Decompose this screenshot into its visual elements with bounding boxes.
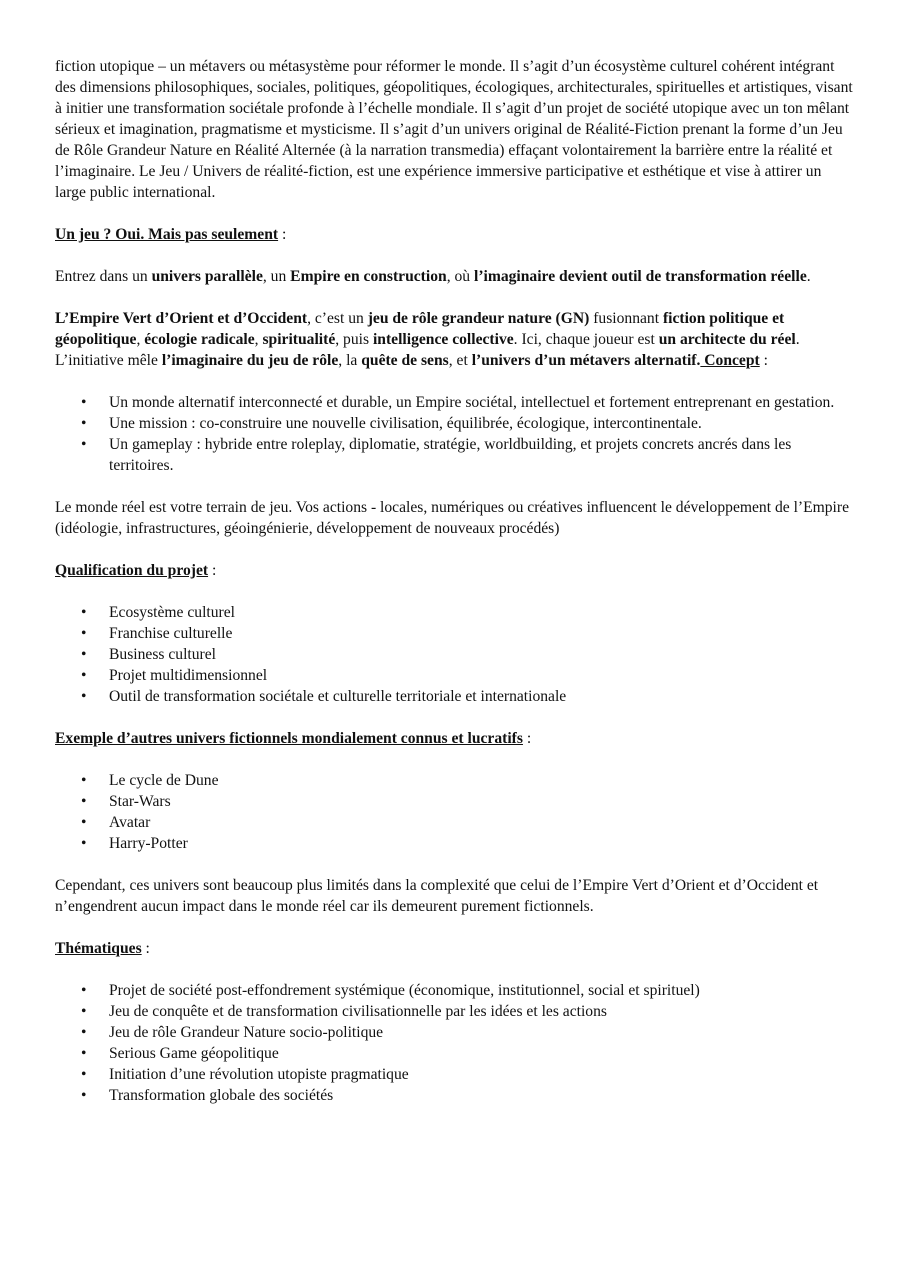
list-item: • Projet de société post-effondrement systémique (économique, institutionnel, social et spirituel) <box>55 980 855 1001</box>
text: , où <box>446 268 474 285</box>
heading-themes-suffix: : <box>141 940 150 957</box>
heading-examples <box>55 728 855 749</box>
list-item: • Business culturel <box>55 644 855 665</box>
bold-text: écologie radicale <box>144 331 255 348</box>
heading-qualification <box>55 560 855 581</box>
text: , c’est un <box>307 310 368 327</box>
heading-game-text: Un jeu ? Oui. Mais pas seulement <box>55 226 279 243</box>
heading-game-suffix: : <box>278 226 287 243</box>
list-item: • Le cycle de Dune <box>55 770 855 791</box>
list-item: • Serious Game géopolitique <box>55 1043 855 1064</box>
bold-text: intelligence collective <box>372 331 514 348</box>
enter-paragraph <box>55 266 855 287</box>
list-item: • Un monde alternatif interconnecté et durable, un Empire sociétal, intellectuel et fortement entreprenant en gestation. <box>55 392 855 413</box>
bold-text: l’imaginaire du jeu de rôle <box>161 352 339 369</box>
bold-text: quête de sens <box>361 352 449 369</box>
text: fusionnant <box>589 310 663 327</box>
bold-text: un architecte du réel <box>658 331 796 348</box>
text: , la <box>338 352 362 369</box>
list-item: • Franchise culturelle <box>55 623 855 644</box>
list-item: • Harry-Potter <box>55 833 855 854</box>
list-item: • Star-Wars <box>55 791 855 812</box>
themes-list <box>55 980 855 1106</box>
text: , <box>254 331 263 348</box>
text: . L’initiative mêle <box>55 331 800 369</box>
bold-text: jeu de rôle grandeur nature (GN) <box>367 310 590 327</box>
list-item: • Avatar <box>55 812 855 833</box>
concept-suffix: : <box>759 352 768 369</box>
bold-text: univers parallèle <box>151 268 263 285</box>
heading-examples-text: Exemple d’autres univers fictionnels mondialement connus et lucratifs <box>55 730 523 747</box>
heading-themes <box>55 938 855 959</box>
bold-text: l’univers d’un métavers alternatif. <box>471 352 701 369</box>
heading-themes-text: Thématiques <box>55 940 142 957</box>
list-item: • Transformation globale des sociétés <box>55 1085 855 1106</box>
intro-text: fiction utopique – un métavers ou métasystème pour réformer le monde. Il s’agit d’un écosystème culturel cohérent intégrant des dimensions philosophiques, sociales, politiques, géopolitiques, écologiques, architecturales, spirituelles et artistiques, visant à initier une transformation sociétale profonde à l’échelle mondiale. Il s’agit d’un projet de société utopique avec un ton mêlant sérieux et imagination, pragmatisme et mysticisme. Il s’agit d’un univers original de Réalité-Fiction prenant la forme d’un Jeu de Rôle Grandeur Nature en Réalité Alternée (à la narration transmedia) effaçant volontairement la barrière entre la réalité et l’imaginaire. Le Jeu / Univers de réalité-fiction, est une expérience immersive participative et esthétique et vise à attirer un large public international. <box>55 58 853 201</box>
heading-game <box>55 224 855 245</box>
concept-heading: Concept <box>700 352 760 369</box>
list-item: • Initiation d’une révolution utopiste pragmatique <box>55 1064 855 1085</box>
however-paragraph: Cependant, ces univers sont beaucoup plus limités dans la complexité que celui de l’Empire Vert d’Orient et d’Occident et n’engendrent aucun impact dans le monde réel car ils demeurent purement fictionnels. <box>55 877 819 915</box>
list-item: • Jeu de rôle Grandeur Nature socio-politique <box>55 1022 855 1043</box>
text: Entrez dans un <box>55 268 152 285</box>
examples-list <box>55 770 855 854</box>
bold-text: l’imaginaire devient outil de transformation réelle <box>473 268 807 285</box>
concept-list <box>55 392 855 476</box>
bold-text: spiritualité <box>262 331 336 348</box>
real-world-paragraph: Le monde réel est votre terrain de jeu. Vos actions - locales, numériques ou créatives influencent le développement de l’Empire (idéologie, infrastructures, géoingénierie, développement de nouveaux procédés) <box>55 499 849 537</box>
text: , <box>136 331 145 348</box>
bold-text: L’Empire Vert d’Orient et d’Occident <box>55 310 308 327</box>
list-item: • Projet multidimensionnel <box>55 665 855 686</box>
text: . <box>806 268 811 285</box>
text: , puis <box>335 331 373 348</box>
list-item: • Jeu de conquête et de transformation civilisationnelle par les idées et les actions <box>55 1001 855 1022</box>
text: , et <box>448 352 472 369</box>
document-page <box>55 56 855 1127</box>
qualification-list <box>55 602 855 707</box>
bold-text: Empire en construction <box>290 268 447 285</box>
heading-examples-suffix: : <box>522 730 532 747</box>
list-item: • Une mission : co-construire une nouvelle civilisation, équilibrée, écologique, intercontinentale. <box>55 413 855 434</box>
heading-qualification-suffix: : <box>208 562 217 579</box>
text: . Ici, chaque joueur est <box>513 331 659 348</box>
list-item: • Un gameplay : hybride entre roleplay, diplomatie, stratégie, worldbuilding, et projets concrets ancrés dans les territoires. <box>55 434 855 476</box>
empire-paragraph <box>55 308 855 371</box>
list-item: • Outil de transformation sociétale et culturelle territoriale et internationale <box>55 686 855 707</box>
heading-qualification-text: Qualification du projet <box>55 562 209 579</box>
intro-paragraph <box>55 56 855 203</box>
bold-text: fiction politique et géopolitique <box>55 310 785 348</box>
list-item: • Ecosystème culturel <box>55 602 855 623</box>
text: , un <box>262 268 291 285</box>
